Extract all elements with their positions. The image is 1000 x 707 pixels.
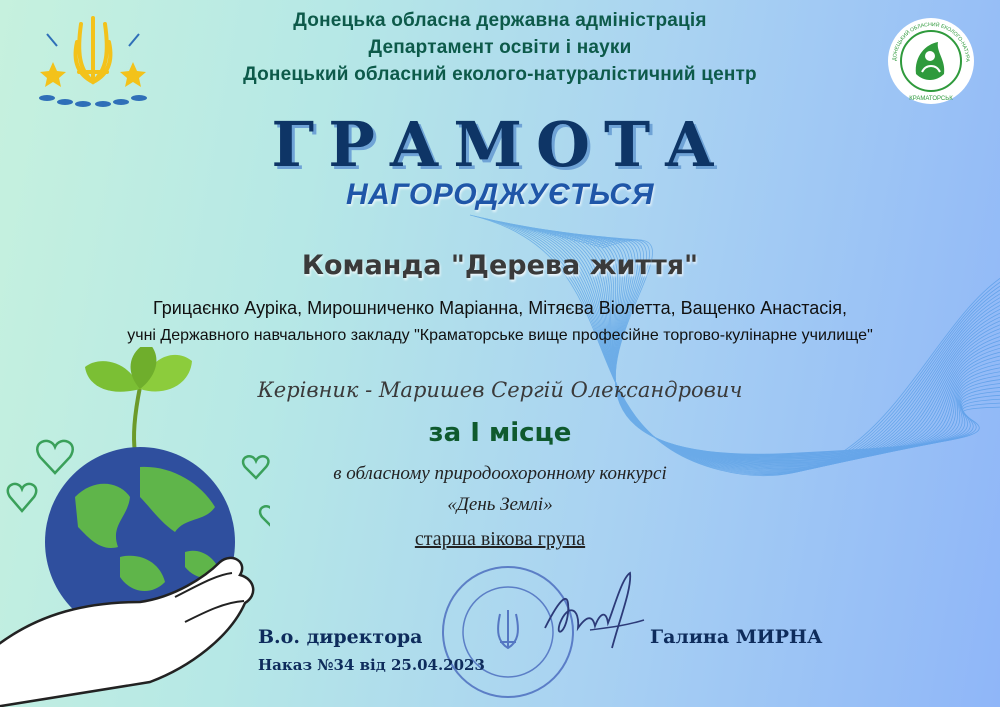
- certificate-subtitle: НАГОРОДЖУЄТЬСЯ: [346, 178, 654, 211]
- globe-plant-icon: [0, 347, 270, 707]
- header-line-1: Донецька обласна державна адміністрація: [293, 10, 707, 31]
- director-name: Галина МИРНА: [650, 626, 823, 648]
- contest-line-1: в обласному природоохоронному конкурсі: [333, 463, 667, 484]
- logo-city-text: КРАМАТОРСЬК: [909, 96, 953, 102]
- header-line-2: Департамент освіти і науки: [368, 37, 632, 58]
- team-members: Грицаєнко Ауріка, Мирошниченко Маріанна, Мітяєва Віолетта, Ващенко Анастасія,: [152, 298, 848, 318]
- team-leader: Керівник - Маришев Сергій Олександрович: [257, 378, 743, 402]
- contest-line-2: «День Землі»: [447, 494, 553, 515]
- team-name: Команда "Дерева життя": [301, 250, 699, 281]
- school-name: учні Державного навчального закладу "Краматорське вище професійне торгово-кулінарне училище": [127, 327, 873, 344]
- age-group-text: старша вікова група: [414, 528, 586, 550]
- award-place: за І місце: [428, 418, 572, 448]
- certificate-title: ГРАМОТА: [271, 108, 729, 181]
- header-line-3: Донецький обласний еколого-натуралістичний центр: [243, 64, 757, 85]
- signature-icon: [540, 568, 650, 658]
- director-position: В.о. директора: [258, 626, 423, 648]
- logo-arc-text: ДОНЕЦЬКИЙ ОБЛАСНИЙ ЕКОЛОГО-НАТУРА: [891, 21, 971, 63]
- order-number: Наказ №34 від 25.04.2023: [258, 656, 485, 674]
